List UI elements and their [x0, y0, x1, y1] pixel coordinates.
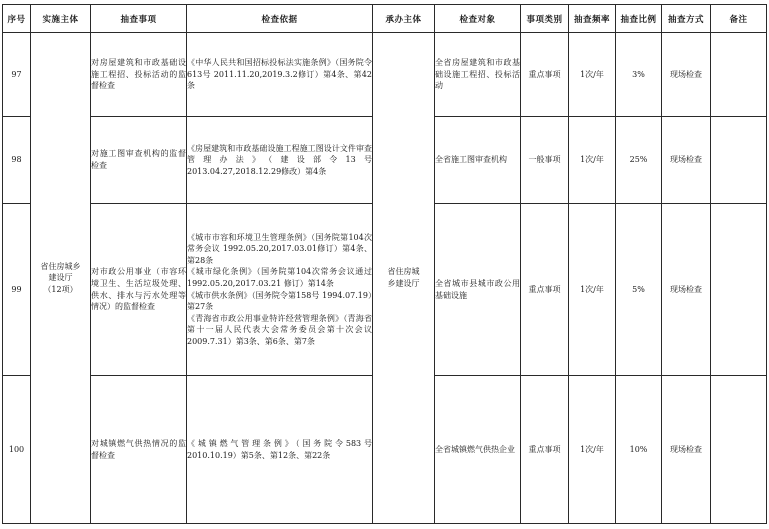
cell-frequency: 1次/年 [569, 376, 616, 524]
cell-remark [711, 33, 767, 117]
cell-ratio: 3% [616, 33, 662, 117]
cell-method: 现场检查 [662, 33, 711, 117]
cell-item-category: 一般事项 [521, 117, 569, 204]
cell-ratio: 25% [616, 117, 662, 204]
header-row [3, 5, 767, 33]
header-inspection-target: 检查对象 [435, 5, 521, 33]
cell-inspection-item: 对市政公用事业（市容环境卫生、生活垃圾处理、供水、排水与污水处理等情况）的监督检查 [91, 204, 187, 376]
table-row [3, 33, 767, 117]
cell-inspection-target: 全省房屋建筑和市政基础设施工程招、投标活动 [435, 33, 521, 117]
cell-remark [711, 117, 767, 204]
cell-inspection-item: 对施工图审查机构的监督检查 [91, 117, 187, 204]
cell-inspection-basis: 《中华人民共和国招标投标法实施条例》（国务院令613号 2011.11.20,2019.3.2修订）第4条、第42条 [187, 33, 373, 117]
cell-method: 现场检查 [662, 117, 711, 204]
cell-inspection-basis: 《房屋建筑和市政基础设施工程施工图设计文件审查管理办法》（建设部令13号 2013.04.27,2018.12.29修改）第4条 [187, 117, 373, 204]
cell-implementing-body: 省住房城乡 建设厅 （12项） [31, 33, 91, 524]
cell-item-category: 重点事项 [521, 376, 569, 524]
header-implementing-body: 实施主体 [31, 5, 91, 33]
cell-serial-no: 97 [3, 33, 31, 117]
cell-inspection-basis: 《城市市容和环境卫生管理条例》（国务院第104次常务会议 1992.05.20,2017.03.01修订）第4条、第28条 《城市绿化条例》（国务院第104次常务会议通过 1992.05.20,2017.03.21 修订）第14条 《城市供水条例》（国务院令第158号 1994.07.19）第27条 《青海省市政公用事业特许经营管理条例》（青海省第十一届人民代表大会常务委员会第十次会议 2009.7.31）第3条、第6条、第7条 [187, 204, 373, 376]
header-serial-no: 序号 [3, 5, 31, 33]
cell-frequency: 1次/年 [569, 204, 616, 376]
cell-serial-no: 99 [3, 204, 31, 376]
cell-inspection-basis: 《城镇燃气管理条例》（国务院令583号 2010.10.19）第5条、第12条、第22条 [187, 376, 373, 524]
header-inspection-basis: 检查依据 [187, 5, 373, 33]
cell-inspection-target: 全省城市县城市政公用基础设施 [435, 204, 521, 376]
cell-inspection-item: 对房屋建筑和市政基础设施工程招、投标活动的监督检查 [91, 33, 187, 117]
cell-remark [711, 204, 767, 376]
cell-item-category: 重点事项 [521, 33, 569, 117]
cell-inspection-target: 全省施工图审查机构 [435, 117, 521, 204]
cell-serial-no: 98 [3, 117, 31, 204]
cell-serial-no: 100 [3, 376, 31, 524]
cell-method: 现场检查 [662, 376, 711, 524]
header-method: 抽查方式 [662, 5, 711, 33]
cell-inspection-target: 全省城镇燃气供热企业 [435, 376, 521, 524]
cell-ratio: 10% [616, 376, 662, 524]
cell-item-category: 重点事项 [521, 204, 569, 376]
cell-ratio: 5% [616, 204, 662, 376]
header-handling-body: 承办主体 [373, 5, 435, 33]
inspection-table [2, 4, 767, 524]
header-inspection-item: 抽查事项 [91, 5, 187, 33]
cell-frequency: 1次/年 [569, 117, 616, 204]
header-item-category: 事项类别 [521, 5, 569, 33]
cell-inspection-item: 对城镇燃气供热情况的监督检查 [91, 376, 187, 524]
cell-remark [711, 376, 767, 524]
cell-frequency: 1次/年 [569, 33, 616, 117]
header-remark: 备注 [711, 5, 767, 33]
cell-handling-body: 省住房城 乡建设厅 [373, 33, 435, 524]
header-ratio: 抽查比例 [616, 5, 662, 33]
cell-method: 现场检查 [662, 204, 711, 376]
header-frequency: 抽查频率 [569, 5, 616, 33]
